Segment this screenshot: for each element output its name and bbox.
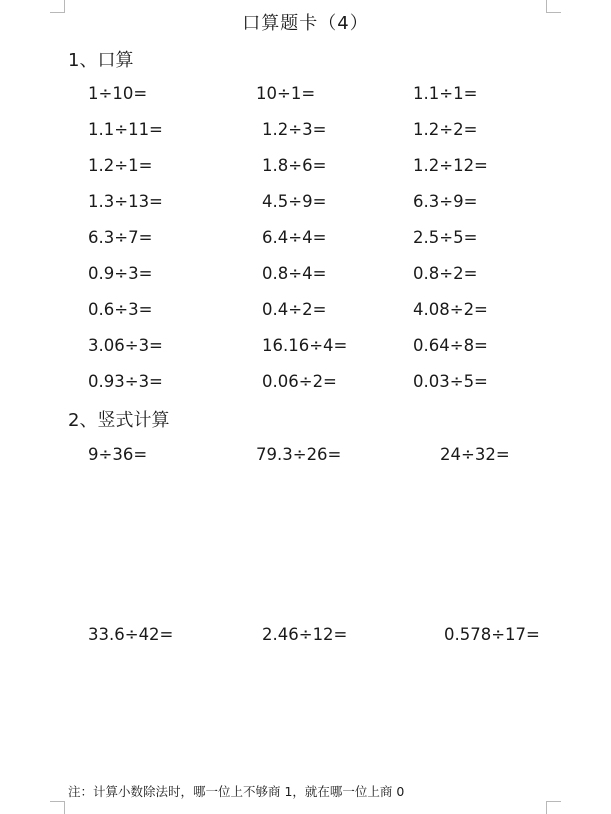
section-heading-mental-math: 1、口算 xyxy=(68,50,134,71)
problem: 0.64÷8= xyxy=(413,336,488,355)
problem: 6.3÷7= xyxy=(88,228,153,247)
problem: 1÷10= xyxy=(88,84,148,103)
problem: 2.5÷5= xyxy=(413,228,478,247)
problem: 4.5÷9= xyxy=(262,192,327,211)
page-corner-mark xyxy=(50,801,65,814)
problem: 4.08÷2= xyxy=(413,300,488,319)
footnote: 注：计算小数除法时，哪一位上不够商 1，就在哪一位上商 0 xyxy=(68,784,405,799)
problem: 1.2÷3= xyxy=(262,120,327,139)
problem: 1.2÷2= xyxy=(413,120,478,139)
problem: 6.4÷4= xyxy=(262,228,327,247)
problem: 3.06÷3= xyxy=(88,336,163,355)
problem: 16.16÷4= xyxy=(262,336,348,355)
problem: 1.1÷1= xyxy=(413,84,478,103)
section-heading-long-division: 2、竖式计算 xyxy=(68,410,170,431)
page-corner-mark xyxy=(546,801,561,814)
problem: 0.578÷17= xyxy=(444,625,540,644)
problem: 2.46÷12= xyxy=(262,625,348,644)
problem: 33.6÷42= xyxy=(88,625,174,644)
problem: 1.8÷6= xyxy=(262,156,327,175)
page-title: 口算题卡（4） xyxy=(242,13,369,34)
problem: 1.2÷1= xyxy=(88,156,153,175)
problem: 24÷32= xyxy=(440,445,510,464)
problem: 0.93÷3= xyxy=(88,372,163,391)
problem: 10÷1= xyxy=(256,84,316,103)
problem: 9÷36= xyxy=(88,445,148,464)
problem: 0.06÷2= xyxy=(262,372,337,391)
problem: 0.8÷2= xyxy=(413,264,478,283)
problem: 1.1÷11= xyxy=(88,120,163,139)
problem: 1.3÷13= xyxy=(88,192,163,211)
problem: 0.03÷5= xyxy=(413,372,488,391)
problem: 0.4÷2= xyxy=(262,300,327,319)
problem: 0.9÷3= xyxy=(88,264,153,283)
problem: 1.2÷12= xyxy=(413,156,488,175)
problem: 0.8÷4= xyxy=(262,264,327,283)
problem: 6.3÷9= xyxy=(413,192,478,211)
problem: 79.3÷26= xyxy=(256,445,342,464)
problem: 0.6÷3= xyxy=(88,300,153,319)
